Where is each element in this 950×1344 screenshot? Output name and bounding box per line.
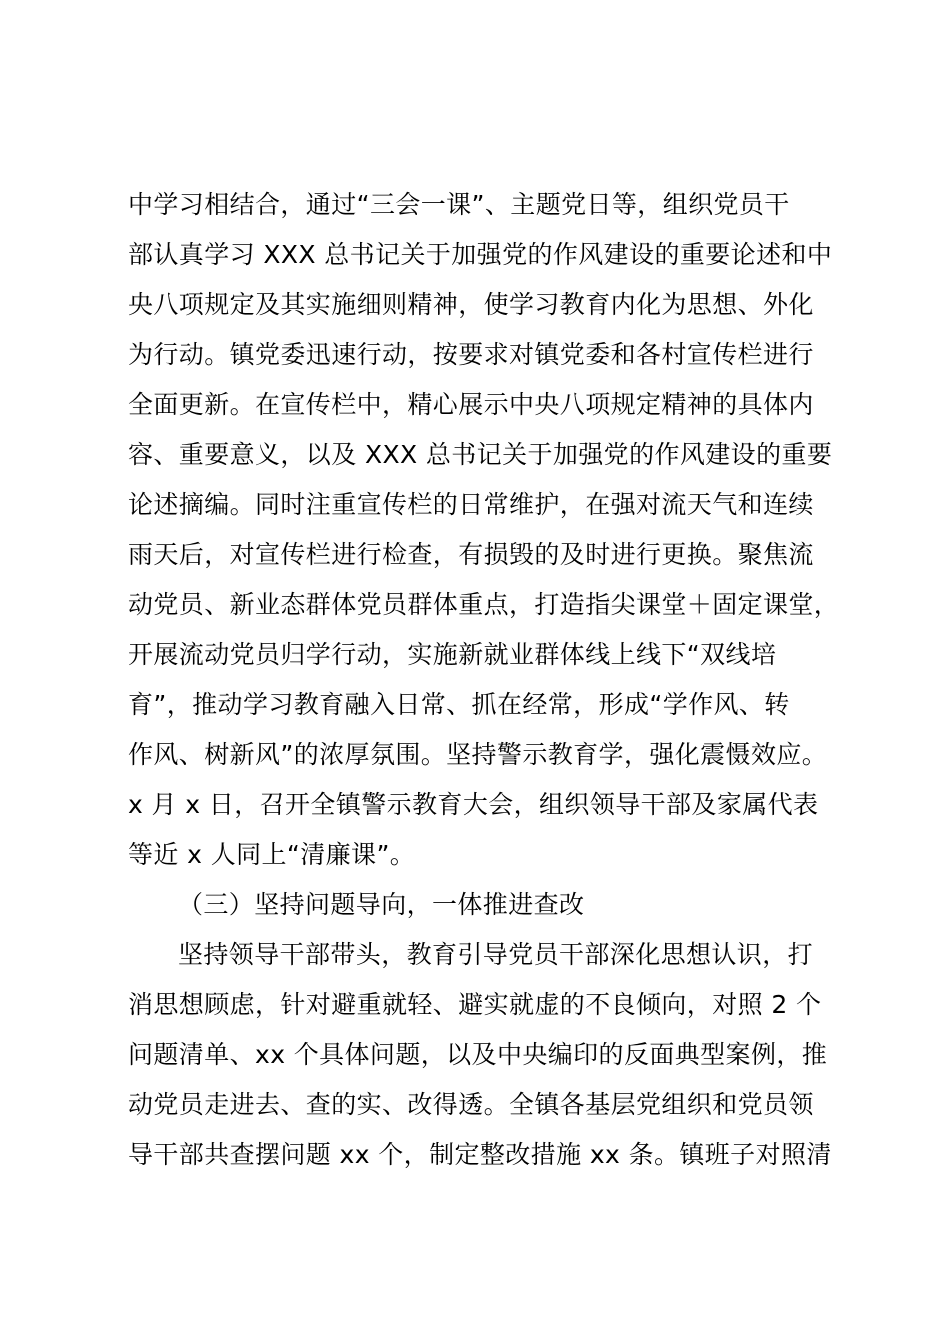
paragraph-line: 导干部共查摆问题 xx 个，制定整改措施 xx 条。镇班子对照清 <box>128 1140 832 1169</box>
paragraph-line: 容、重要意义，以及 XXX 总书记关于加强党的作风建设的重要 <box>128 440 833 469</box>
paragraph-line: x 月 x 日，召开全镇警示教育大会，组织领导干部及家属代表 <box>128 790 819 819</box>
paragraph-line: 动党员走进去、查的实、改得透。全镇各基层党组织和党员领 <box>128 1090 814 1119</box>
section-heading: （三）坚持问题导向，一体推进查改 <box>178 890 585 919</box>
paragraph-line: 全面更新。在宣传栏中，精心展示中央八项规定精神的具体内 <box>128 390 814 419</box>
paragraph-line: 问题清单、xx 个具体问题，以及中央编印的反面典型案例，推 <box>128 1040 828 1069</box>
paragraph-line: 坚持领导干部带头，教育引导党员干部深化思想认识，打 <box>178 940 814 969</box>
paragraph-line: 雨天后，对宣传栏进行检查，有损毁的及时进行更换。聚焦流 <box>128 540 814 569</box>
paragraph-line: 动党员、新业态群体党员群体重点，打造指尖课堂＋固定课堂， <box>128 590 840 619</box>
paragraph-line: 育”，推动学习教育融入日常、抓在经常，形成“学作风、转 <box>128 690 790 719</box>
paragraph-line: 作风、树新风”的浓厚氛围。坚持警示教育学，强化震慑效应。 <box>128 740 828 769</box>
paragraph-line: 等近 x 人同上“清廉课”。 <box>128 840 416 869</box>
paragraph-line: 论述摘编。同时注重宣传栏的日常维护，在强对流天气和连续 <box>128 490 814 519</box>
paragraph-line: 中学习相结合，通过“三会一课”、主题党日等，组织党员干 <box>128 190 790 219</box>
paragraph-line: 部认真学习 XXX 总书记关于加强党的作风建设的重要论述和中 <box>128 240 833 269</box>
paragraph-line: 央八项规定及其实施细则精神，使学习教育内化为思想、外化 <box>128 290 814 319</box>
paragraph-line: 开展流动党员归学行动，实施新就业群体线上线下“双线培 <box>128 640 777 669</box>
paragraph-line: 为行动。镇党委迅速行动，按要求对镇党委和各村宣传栏进行 <box>128 340 814 369</box>
paragraph-line: 消思想顾虑，针对避重就轻、避实就虚的不良倾向，对照 2 个 <box>128 990 822 1019</box>
